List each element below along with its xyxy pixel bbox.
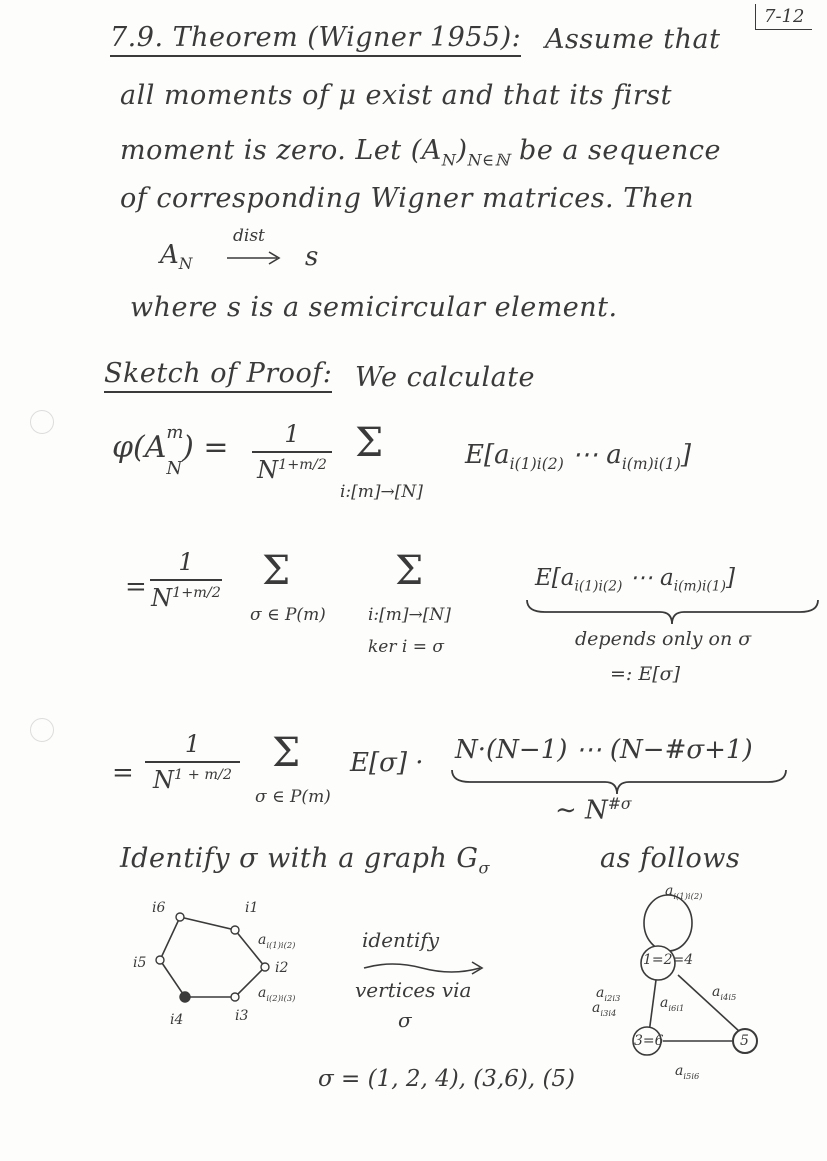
- eq1-fraction: [252, 420, 332, 484]
- punch-hole-bottom: [30, 718, 54, 742]
- dist-label: dist: [233, 226, 265, 246]
- eq2-brace-note-a: depends only on σ: [575, 628, 752, 650]
- theorem-text-line-2: moment is zero. Let $(A_N)_{N\in ℕ}$ be a sequence: [120, 135, 722, 170]
- convergence-lhs: A: [160, 240, 179, 270]
- left-vertex-i4: i4: [170, 1012, 184, 1028]
- theorem-text-line-0: Assume that: [545, 24, 721, 55]
- eq3-sum: Σ: [272, 730, 301, 776]
- left-vertex-i6: i6: [152, 900, 166, 916]
- left-vertex-i5: i5: [133, 955, 147, 971]
- identify-note-3: σ: [398, 1008, 412, 1032]
- eq3-den: $N^{1 + m/2}$: [152, 766, 232, 794]
- proof-heading: Sketch of Proof:: [104, 358, 332, 393]
- eq2-sum1-sub: σ ∈ P(m): [250, 605, 326, 625]
- right-edge-label-2: $a_{i6i1}$: [660, 995, 685, 1013]
- right-vertex-124: 1=2=4: [643, 952, 694, 968]
- theorem-text-line-2a: moment is zero. Let (A: [120, 135, 442, 166]
- eq2-sum2-sub-b: ker i = σ: [368, 637, 444, 657]
- sigma-definition: σ = (1, 2, 4), (3,6), (5): [318, 1066, 576, 1092]
- eq2-sum2: Σ: [395, 548, 424, 594]
- graph-right: [600, 885, 780, 1055]
- left-edge-label-0: $a_{i(1)i(2)}$: [258, 932, 296, 950]
- left-vertex-i2: i2: [275, 960, 289, 976]
- right-vertex-36: 3=6: [634, 1033, 664, 1049]
- right-edge-label-4: $a_{i5i6}$: [675, 1063, 700, 1081]
- eq1-lhs-main: φ(A: [112, 430, 167, 465]
- right-loop-label: $a_{i(1)i(2)}$: [665, 883, 703, 901]
- eq2-num: 1: [178, 548, 194, 576]
- right-edge-label-0: $a_{i2i3}$: [596, 985, 621, 1003]
- right-vertex-5: 5: [740, 1033, 749, 1049]
- theorem-title: 7.9. Theorem (Wigner 1955):: [110, 22, 521, 57]
- eq1-lhs-sub: N: [166, 458, 183, 479]
- theorem-text-line-3: of corresponding Wigner matrices. Then: [120, 183, 694, 214]
- left-edge-label-1: $a_{i(2)i(3)}$: [258, 985, 296, 1003]
- left-vertex-i1: i1: [245, 900, 259, 916]
- identify-line: Identify σ with a graph $G_\sigma$: [120, 843, 491, 878]
- theorem-text-line-2b: be a sequence: [519, 135, 722, 166]
- eq2-den: $N^{1+m/2}$: [151, 584, 221, 612]
- eq2-sum2-sub-a: i:[m]→[N]: [368, 605, 451, 625]
- eq3-equals: =: [112, 758, 134, 788]
- convergence-statement: [160, 240, 192, 273]
- eq3-product: N·(N−1) ⋯ (N−#σ+1): [455, 735, 753, 765]
- eq2-equals: =: [125, 572, 147, 602]
- eq2-underbrace: [525, 598, 820, 628]
- eq3-sum-sub: σ ∈ P(m): [255, 787, 331, 807]
- eq1-lhs-sup: m: [166, 422, 184, 443]
- convergence-lhs-sub: N: [178, 255, 193, 274]
- eq2-fraction: [150, 548, 222, 612]
- eq1-lhs: φ(A m $_N$) =: [112, 422, 229, 479]
- left-vertex-i3: i3: [235, 1008, 249, 1024]
- proof-intro: We calculate: [355, 362, 536, 393]
- right-edge-label-3: $a_{i4i5}$: [712, 984, 737, 1002]
- eq2-brace-note-b: =: E[σ]: [610, 663, 681, 685]
- eq1-num: 1: [284, 420, 300, 448]
- punch-hole-top: [30, 410, 54, 434]
- identify-tail: as follows: [600, 843, 741, 874]
- identify-arrow: [362, 958, 492, 978]
- eq3-term: E[σ] ·: [350, 748, 424, 778]
- right-edge-label-1: $a_{i3i4}$: [592, 1000, 617, 1018]
- eq3-fraction: [145, 730, 240, 794]
- theorem-text-line-1: all moments of μ exist and that its first: [120, 80, 672, 111]
- semicircular-line: where s is a semicircular element.: [130, 292, 618, 323]
- identify-note-2: vertices via: [355, 978, 472, 1002]
- dist-arrow: [225, 248, 285, 268]
- eq1-den: $N^{1+m/2}$: [257, 456, 327, 484]
- eq1-term: $E[a_{i(1)i(2)}$ ⋯ $a_{i(m)i(1)}$]: [465, 440, 691, 474]
- eq2-term: $E[a_{i(1)i(2)}$ ⋯ $a_{i(m)i(1)}$]: [535, 565, 735, 595]
- eq3-underbrace: [450, 768, 790, 798]
- eq2-sum1: Σ: [262, 548, 291, 594]
- eq3-approx: ∼ $N^{\#\sigma}$: [555, 795, 632, 826]
- identify-note-1: identify: [362, 928, 440, 952]
- eq3-num: 1: [184, 730, 201, 758]
- page-number: 7-12: [755, 4, 812, 30]
- eq1-sum-sub: i:[m]→[N]: [340, 482, 423, 502]
- convergence-rhs: s: [305, 242, 319, 272]
- eq1-sum: Σ: [355, 420, 384, 466]
